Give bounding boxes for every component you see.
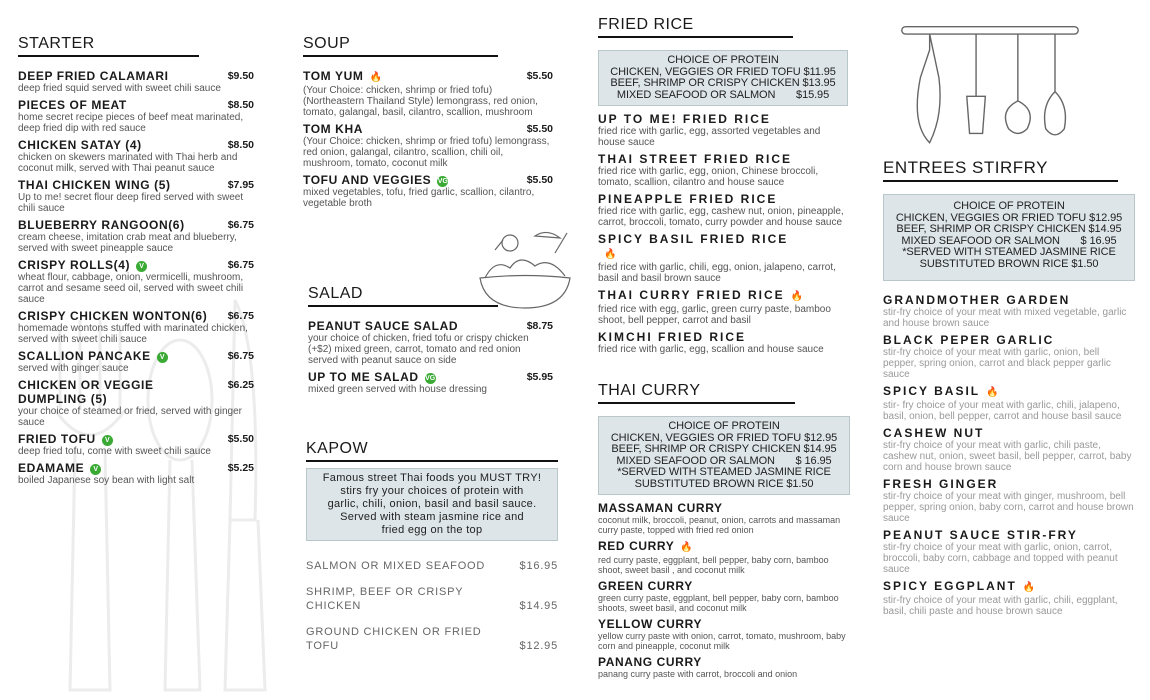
item-price: $16.95 [519,560,558,572]
section-title: KAPOW [306,440,558,462]
item-name: RED CURRY [598,539,675,553]
item-name-row [18,378,254,406]
vegan-option-icon: VG [437,178,448,185]
menu-item[interactable] [883,426,1135,473]
item-name-row [303,69,553,85]
item-name: BLUEBERRY RANGOON(6) [18,218,185,232]
item-name-row [303,122,553,136]
item-description: stir-fry choice of your meat with garlic, onion, carrot, broccoli, baby corn, cabbage and topped with peanut sauce [883,542,1118,575]
item-name-row [598,539,850,555]
item-price: $5.50 [526,123,553,135]
item-description: mixed vegetables, tofu, fried garlic, scallion, cilantro, vegetable broth [303,187,535,209]
item-name: MASSAMAN CURRY [598,501,723,515]
spicy-fire-icon: 🔥 [1022,582,1036,593]
item-description: fried rice with garlic, egg, scallion and house sauce [598,344,824,355]
item-description: yellow curry paste with onion, carrot, tomato, mushroom, baby corn and pineapple, coconut milk [598,631,846,651]
protein-price-box [598,50,848,106]
item-description: your choice of steamed or fried, served with ginger sauce [18,406,242,428]
box-line: CHOICE OF PROTEIN [668,420,780,432]
section-title: THAI CURRY [598,382,795,404]
item-name: GROUND CHICKEN OR FRIED TOFU [306,626,482,652]
menu-item[interactable] [883,333,1135,380]
box-line: *SERVED WITH STEAMED JASMINE RICE [902,246,1116,258]
item-name: TOM YUM [303,69,364,83]
item-name-row [598,501,850,515]
item-name: TOM KHA [303,122,363,136]
section-title: STARTER [18,35,199,57]
box-line: Served with steam jasmine rice and [340,511,524,523]
vegan-icon: V [136,261,147,272]
box-line: stirs fry your choices of protein with [340,485,524,497]
box-line: BEEF, SHRIMP OR CRISPY CHICKEN $13.95 [610,77,836,89]
item-name: FRIED TOFU [18,432,96,446]
item-name-row [18,178,254,192]
item-description: mixed green served with house dressing [308,384,487,395]
item-name: TOFU AND VEGGIES [303,173,432,187]
menu-item[interactable] [598,232,848,284]
menu-item[interactable] [883,528,1135,575]
item-description: Up to me! secret flour deep fired served with sweet chili sauce [18,192,244,214]
item-name: PEANUT SAUCE STIR-FRY [883,528,1078,542]
menu-item[interactable] [18,432,254,457]
menu-item[interactable] [598,112,848,148]
box-line: CHICKEN, VEGGIES OR FRIED TOFU $12.95 [895,211,1123,224]
item-name-row [18,432,254,446]
menu-item[interactable] [598,579,850,613]
menu-item[interactable] [598,501,850,535]
item-name: PINEAPPLE FRIED RICE [598,192,778,206]
item-name: UP TO ME! FRIED RICE [598,112,771,126]
box-line: SUBSTITUTED BROWN RICE $1.50 [919,257,1099,270]
protein-price-box [306,468,558,541]
item-name: EDAMAME [18,461,85,475]
item-name-row [598,330,848,344]
item-name-row [18,349,254,363]
item-name: PIECES OF MEAT [18,98,127,112]
item-name-row [883,333,1135,347]
menu-item[interactable] [883,579,1135,617]
item-name: PANANG CURRY [598,655,702,669]
box-line: MIXED SEAFOOD OR SALMON $ 16.95 [901,234,1117,247]
item-price: $5.50 [526,174,553,186]
menu-item[interactable] [18,138,254,174]
item-name-row [598,152,848,166]
item-description: boiled Japanese soy bean with light salt [18,475,195,486]
vegan-icon: V [102,435,113,446]
item-description: home secret recipe pieces of beef meat marinated, deep fried dip with red sauce [18,112,244,134]
item-price: $12.95 [519,640,558,652]
menu-item[interactable] [306,585,558,613]
menu-item[interactable] [306,625,558,653]
item-price: $6.25 [227,379,254,391]
menu-item[interactable] [598,152,848,188]
menu-item[interactable] [18,98,254,134]
item-description: fried rice with garlic, egg, cashew nut, onion, pineapple, carrot, broccoli, tomato, curry powder and house sauce [598,206,844,228]
item-name-row [883,293,1135,307]
item-name-row [598,112,848,126]
box-line: MIXED SEAFOOD OR SALMON $15.95 [616,88,830,101]
box-line: CHICKEN, VEGGIES OR FRIED TOFU $11.95 [610,65,836,78]
item-name-row [18,218,254,232]
section-starter [18,35,254,490]
item-description: chicken on skewers marinated with Thai herb and coconut milk, served with Thai peanut sauce [18,152,238,174]
menu-item[interactable] [306,559,558,573]
item-name: GREEN CURRY [598,579,693,593]
item-name: DEEP FRIED CALAMARI [18,69,169,83]
item-name-row [18,98,254,112]
menu-item[interactable] [303,122,553,169]
item-description: stir- fry choice of your meat with garlic, chili, jalapeno, basil, onion, bell pepper, carrot and house basil sauce [883,400,1122,422]
item-name-row [598,288,848,304]
item-description: homemade wontons stuffed with marinated chicken, served with sweet chili sauce [18,323,248,345]
menu-item[interactable] [598,288,848,326]
item-name-row [598,232,848,262]
item-price: $6.75 [227,350,254,362]
item-price: $6.75 [227,259,254,271]
item-price: $5.95 [526,371,553,383]
box-line: garlic, chili, onion, basil and basil sauce. [327,498,537,510]
item-name-row [598,655,850,669]
item-price: $7.95 [227,179,254,191]
item-description: stir-fry choice of your meat with garlic, onion, bell pepper, spring onion, carrot and black pepper garlic sauce [883,347,1111,380]
item-name: CHICKEN OR VEGGIE DUMPLING (5) [18,378,154,406]
menu-item[interactable] [598,655,850,679]
item-price: $8.50 [227,99,254,111]
item-name: CRISPY CHICKEN WONTON(6) [18,309,208,323]
item-price: $6.75 [227,219,254,231]
item-name-row [308,319,553,333]
item-description: panang curry paste with carrot, broccoli and onion [598,669,798,679]
item-name: SALMON OR MIXED SEAFOOD [306,560,486,572]
item-price: $8.75 [526,320,553,332]
item-name: SCALLION PANCAKE [18,349,151,363]
item-price: $14.95 [519,600,558,612]
section-entrees [883,158,1135,621]
item-name-row [598,192,848,206]
item-name-row [883,579,1135,595]
menu-item[interactable] [598,330,848,355]
item-description: green curry paste, eggplant, bell pepper, baby corn, bamboo shoots, sweet basil, and coconut milk [598,593,839,613]
box-line: *SERVED WITH STEAMED JASMINE RICE [617,466,831,478]
section-soup [303,35,553,213]
item-name-row [883,384,1135,400]
menu-item[interactable] [303,69,553,118]
item-name: YELLOW CURRY [598,617,703,631]
menu-item[interactable] [18,218,254,254]
menu-item[interactable] [303,173,553,209]
box-line: SUBSTITUTED BROWN RICE $1.50 [634,477,814,490]
item-description: stir-fry choice of your meat with garlic, chili paste, cashew nut, onion, sweet basil, bell pepper, carrot, baby corn and house brown sauce [883,440,1132,473]
box-line: fried egg on the top [381,524,483,536]
item-name: SPICY BASIL FRIED RICE [598,232,789,246]
item-description: your choice of chicken, fried tofu or crispy chicken (+$2) mixed green, carrot, tomato and red onion served with peanut sauce on side [308,333,529,366]
menu-item[interactable] [308,319,553,366]
menu-item[interactable] [18,309,254,345]
item-description: fried rice with garlic, egg, assorted vegetables and house sauce [598,126,821,148]
item-price: $6.75 [227,310,254,322]
item-name-row [303,173,553,187]
item-name: SPICY EGGPLANT [883,579,1017,593]
box-line: CHOICE OF PROTEIN [953,200,1065,212]
section-title: SOUP [303,35,498,57]
item-name: THAI CHICKEN WING (5) [18,178,171,192]
item-name: SHRIMP, BEEF OR CRISPY CHICKEN [306,586,464,612]
item-name-row [883,528,1135,542]
item-name-row [883,477,1135,491]
item-price: $5.50 [526,70,553,82]
item-name: SPICY BASIL [883,384,981,398]
item-name: BLACK PEPER GARLIC [883,333,1055,347]
item-description: served with ginger sauce [18,363,129,374]
item-name-row [598,617,850,631]
item-name: CRISPY ROLLS(4) [18,258,131,272]
vegan-option-icon: VG [425,375,436,382]
item-name-row [18,258,254,272]
item-name-row [883,426,1135,440]
menu-item[interactable] [18,69,254,94]
item-price: $5.50 [227,433,254,445]
box-line: BEEF, SHRIMP OR CRISPY CHICKEN $14.95 [611,443,837,455]
section-title: ENTREES STIRFRY [883,158,1118,182]
item-name: UP TO ME SALAD [308,370,419,384]
vegan-icon: V [90,464,101,475]
protein-price-box [883,194,1135,281]
box-line: MIXED SEAFOOD OR SALMON $ 16.95 [616,454,832,467]
item-name: THAI STREET FRIED RICE [598,152,793,166]
menu-item[interactable] [883,293,1135,329]
item-name: FRESH GINGER [883,477,999,491]
menu-item[interactable] [598,539,850,575]
spicy-fire-icon: 🔥 [790,291,804,302]
item-name-row [18,461,254,475]
item-name-row [18,69,254,83]
menu-item[interactable] [18,461,254,486]
vegan-icon: V [157,352,168,363]
item-name-row [598,579,850,593]
item-description: (Your Choice: chicken, shrimp or fried tofu) (Northeastern Thailand Style) lemongrass, red onion, tomato, galangal, basil, cilantro, scallion, mushroom [303,85,538,118]
item-description: deep fried tofu, come with sweet chili sauce [18,446,211,457]
box-line: BEEF, SHRIMP OR CRISPY CHICKEN $14.95 [896,223,1122,235]
item-name: GRANDMOTHER GARDEN [883,293,1071,307]
item-price: $5.25 [227,462,254,474]
menu-item[interactable] [18,378,254,428]
menu-item[interactable] [18,258,254,305]
section-kapow [306,440,558,665]
item-description: red curry paste, eggplant, bell pepper, baby corn, bamboo shoot, sweet basil , and coconut milk [598,555,829,575]
section-salad [308,285,553,399]
item-name-row [18,138,254,152]
item-description: deep fried squid served with sweet chili sauce [18,83,221,94]
spicy-fire-icon: 🔥 [369,72,382,83]
menu-item[interactable] [18,178,254,214]
protein-price-box [598,416,850,495]
item-description: wheat flour, cabbage, onion, vermicelli, mushroom, carrot and sesame seed oil, served with sweet chili sauce [18,272,244,305]
box-line: CHOICE OF PROTEIN [667,54,779,66]
section-thai-curry [598,382,850,683]
menu-item[interactable] [883,477,1135,524]
item-price: $8.50 [227,139,254,151]
section-title: FRIED RICE [598,16,793,38]
item-name: PEANUT SAUCE SALAD [308,319,459,333]
menu-item[interactable] [308,370,553,395]
spicy-fire-icon: 🔥 [604,249,617,260]
item-description: (Your Choice: chicken, shrimp or fried tofu) lemongrass, red onion, galangal, cilantro, scallion, chili oil, mushroom, tomato, coconut milk [303,136,550,169]
spicy-fire-icon: 🔥 [680,542,693,553]
item-description: stir-fry choice of your meat with garlic, chili, eggplant, basil, chili paste and house brown sauce [883,595,1118,617]
item-description: coconut milk, broccoli, peanut, onion, carrots and massaman curry paste, topped with fried red onion [598,515,841,535]
section-title: SALAD [308,285,498,307]
item-description: fried rice with garlic, egg, onion, Chinese broccoli, tomato, scallion, cilantro and house sauce [598,166,819,188]
menu-item[interactable] [883,384,1135,422]
menu-item[interactable] [18,349,254,374]
hanging-utensils-icon [890,22,1090,152]
item-description: fried rice with garlic, chili, egg, onion, jalapeno, carrot, basil and basil brown sauce [598,262,836,284]
item-name: CHICKEN SATAY (4) [18,138,142,152]
section-fried-rice [598,16,848,359]
item-name-row [308,370,553,384]
spicy-fire-icon: 🔥 [986,387,999,398]
item-description: stir-fry choice of your meat with ginger, mushroom, bell pepper, spring onion, baby corn, carrot and house brown sauce [883,491,1134,524]
item-description: stir-fry choice of your meat with mixed vegetable, garlic and house brown sauce [883,307,1127,329]
item-price: $9.50 [227,70,254,82]
box-line: Famous street Thai foods you MUST TRY! [322,472,542,484]
item-name: KIMCHI FRIED RICE [598,330,746,344]
item-description: cream cheese, imitation crab meat and blueberry, served with sweet pineapple sauce [18,232,237,254]
item-name: CASHEW NUT [883,426,985,440]
item-description: fried rice with egg, garlic, green curry paste, bamboo shoot, bell pepper, carrot and basil [598,304,831,326]
menu-item[interactable] [598,192,848,228]
item-name: THAI CURRY FRIED RICE [598,288,785,302]
box-line: CHICKEN, VEGGIES OR FRIED TOFU $12.95 [610,431,838,444]
item-name-row [18,309,254,323]
menu-item[interactable] [598,617,850,651]
